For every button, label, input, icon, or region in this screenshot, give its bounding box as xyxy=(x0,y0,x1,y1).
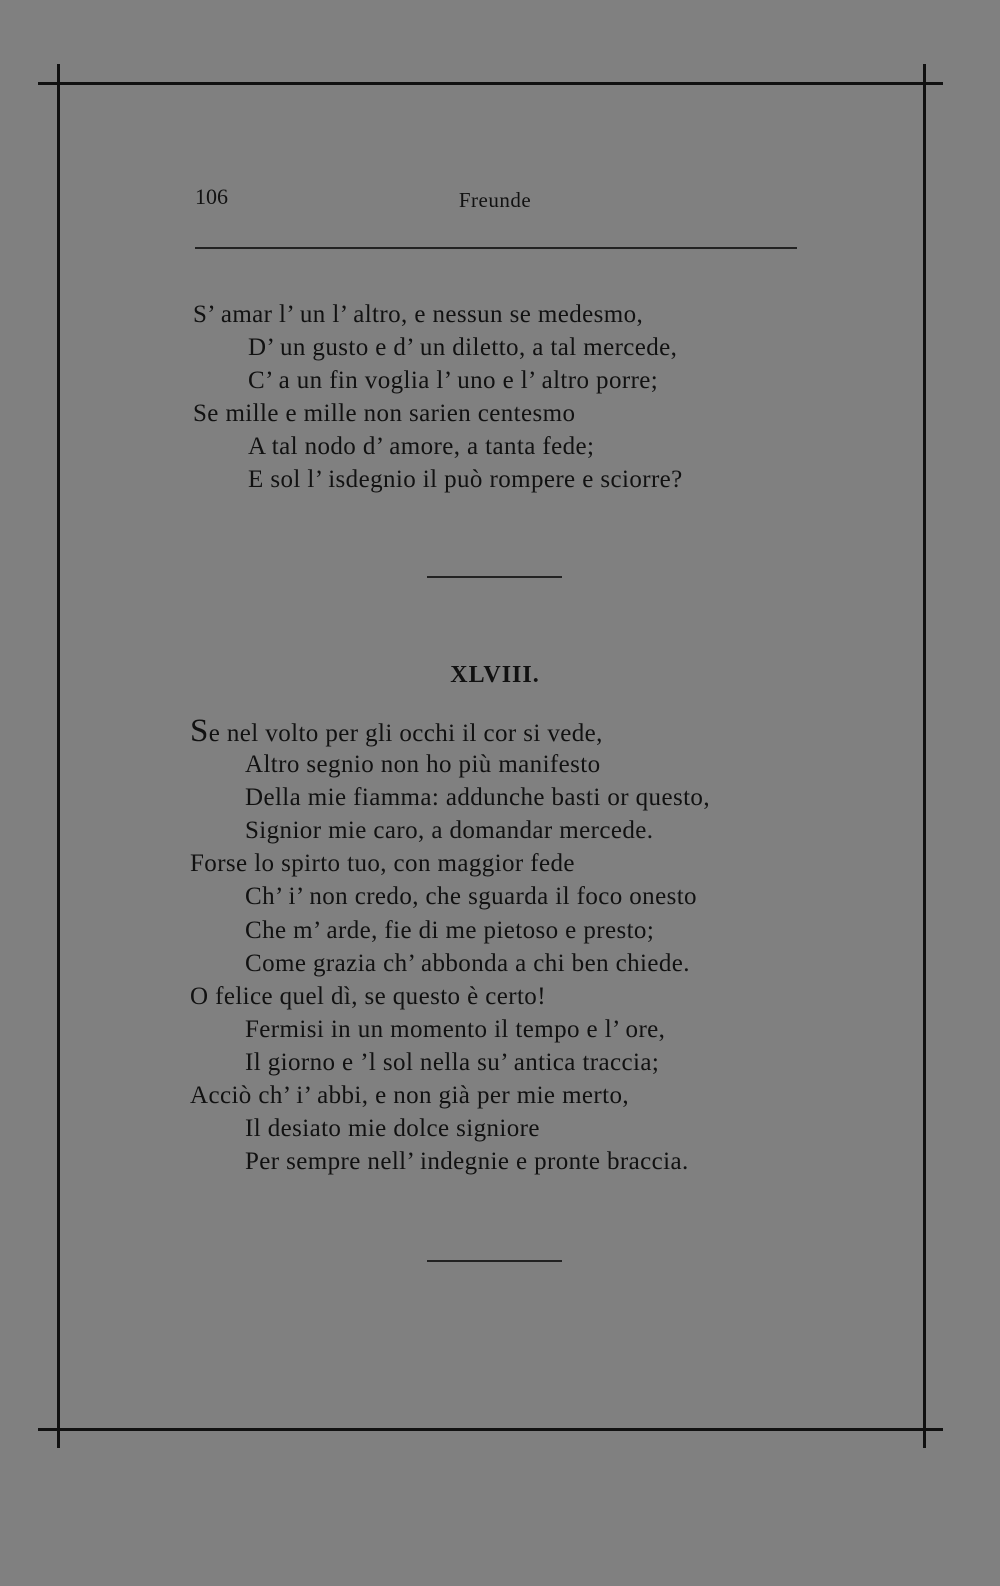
verse-line: Della mie fiamma: addunche basti or questo, xyxy=(245,784,710,812)
initial-letter: S xyxy=(190,713,209,749)
page-number: 106 xyxy=(195,184,228,209)
frame-top-rule xyxy=(38,82,943,85)
verse-line: C’ a un fin voglia l’ uno e l’ altro porre; xyxy=(248,367,659,395)
verse-line: O felice quel dì, se questo è certo! xyxy=(190,982,546,1010)
verse-line: Acciò ch’ i’ abbi, e non già per mie merto, xyxy=(190,1082,630,1110)
verse-line: Forse lo spirto tuo, con maggior fede xyxy=(190,850,575,878)
frame-right-rule xyxy=(923,64,926,1448)
section-divider xyxy=(427,1260,562,1262)
verse-line: D’ un gusto e d’ un diletto, a tal mercede, xyxy=(248,334,678,362)
frame-left-rule xyxy=(57,64,60,1448)
verse-line: Come grazia ch’ abbonda a chi ben chiede. xyxy=(245,949,690,977)
verse-line: Che m’ arde, fie di me pietoso e presto; xyxy=(245,916,655,944)
running-title: Freunde xyxy=(458,188,532,212)
page-header xyxy=(195,184,795,214)
poem-xlviii-body xyxy=(190,715,710,1178)
verse-line: Fermisi in un momento il tempo e l’ ore, xyxy=(245,1015,666,1043)
verse-line: Se mille e mille non sarien centesmo xyxy=(193,400,576,428)
verse-line: Altro segnio non ho più manifesto xyxy=(245,751,601,779)
verse-line: Il giorno e ’l sol nella su’ antica traccia; xyxy=(245,1048,660,1076)
verse-line: Signior mie caro, a domandar mercede. xyxy=(245,817,654,845)
poem-heading: XLVIII. xyxy=(450,662,540,688)
first-line-text: e nel volto per gli occhi il cor si vede, xyxy=(208,720,603,747)
section-divider xyxy=(427,576,562,578)
stanza-continued xyxy=(193,298,683,497)
verse-line: Ch’ i’ non credo, che sguarda il foco onesto xyxy=(245,883,697,911)
verse-line: Il desiato mie dolce signiore xyxy=(245,1115,540,1143)
verse-line: A tal nodo d’ amore, a tanta fede; xyxy=(248,433,595,461)
verse-line: Per sempre nell’ indegnie e pronte braccia. xyxy=(245,1148,689,1176)
verse-line-first xyxy=(190,715,710,748)
header-rule xyxy=(195,247,797,249)
verse-line: S’ amar l’ un l’ altro, e nessun se medesmo, xyxy=(193,301,644,328)
frame-bottom-rule xyxy=(38,1428,943,1431)
verse-line: E sol l’ isdegnio il può rompere e sciorre? xyxy=(248,466,683,494)
